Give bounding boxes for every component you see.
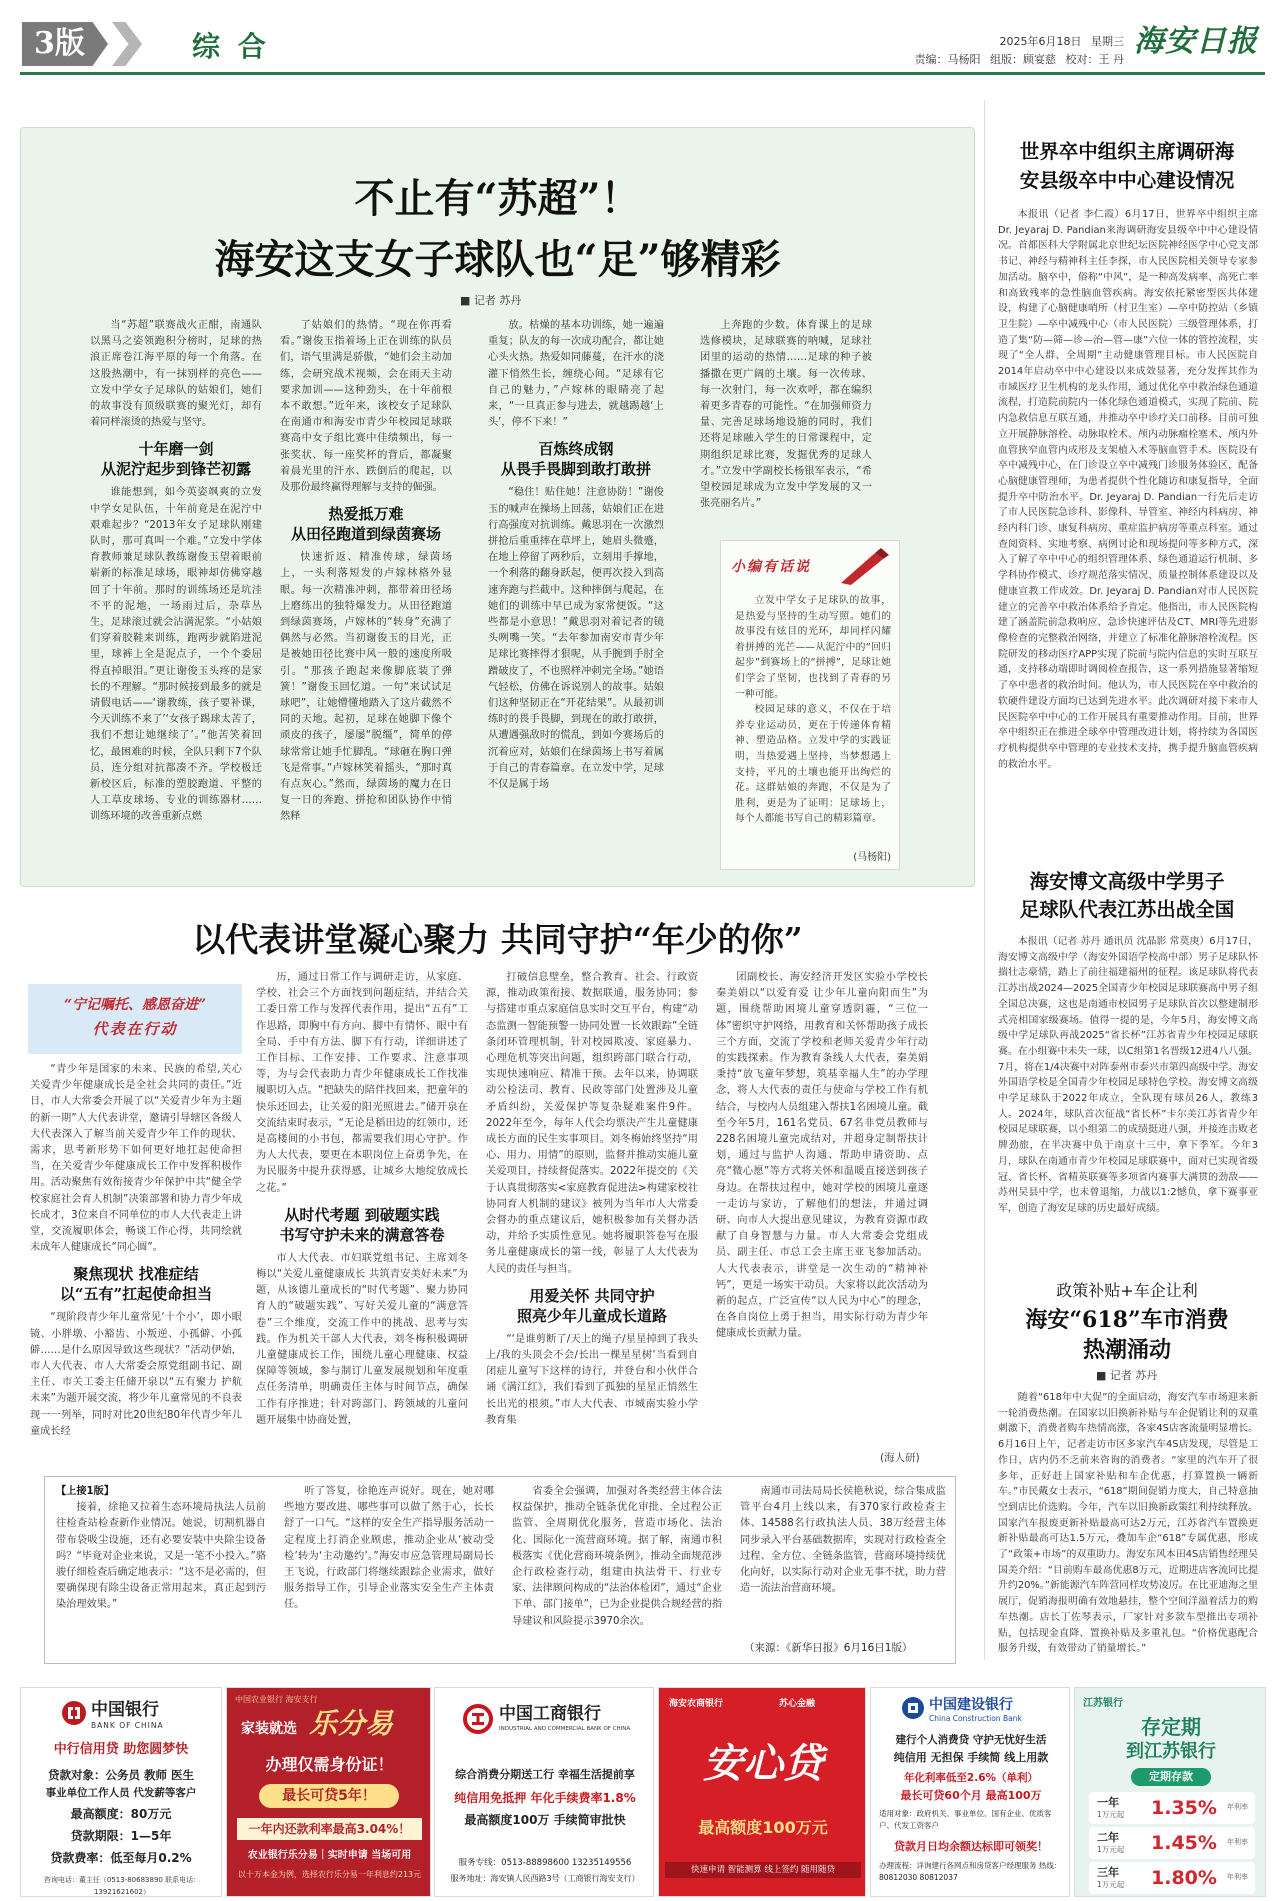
- ad-anxindai[interactable]: [658, 1687, 866, 1897]
- continued-col-2: [284, 1484, 494, 1656]
- football-body: [998, 934, 1258, 1264]
- icbc-line-1: 综合消费分期送工行 幸福生活提前享: [455, 1768, 635, 1781]
- editor-comment-box: [720, 540, 900, 870]
- congress-col2-para-a: 历，通过日常工作与调研走访，从家庭、学校、社会三个方面找到问题症结，并结合关工委日常工作与发挥代表作用，提出“五有”工作思路，即胸中有方向、脚中有情怀、眼中有全局、手中有方法、脚下有行动，详细讲述了工作目标、工作安排、工作要求、注意事项等，为与会代表助力青少年健康成长工作找准履职切入点。“把缺失的陪伴找回来，把童年的快乐还回去，让关爱的阳光照进去。”储开泉在交流结束时表示，“无论是稻田边的红领巾，还是高楼间的小书包，都需要我们用心守护。作为人大代表，要更在本职岗位上奋勇争先，在为民服务中提升获得感，让城乡大地绽放成长之花。”: [256, 972, 468, 1194]
- congress-badge-line2: 代表在行动: [92, 1020, 178, 1038]
- icbc-address: 服务地址：海安镇人民西路3号（工商银行海安支行）: [450, 1874, 640, 1883]
- jsb-term: 三年: [1097, 1866, 1119, 1879]
- boc-name-en: BANK OF CHINA: [91, 1721, 164, 1730]
- congress-col-4: [716, 970, 928, 1448]
- lefenyi-brand: 乐分易: [309, 1707, 394, 1740]
- lefenyi-lead: 家装就选: [241, 1721, 297, 1737]
- stroke-body: [998, 207, 1258, 857]
- editor-comment-para-b: 校园足球的意义，不仅在于培养专业运动员，更在于传递体育精神、塑造品格。立发中学的实践证明，当热爱遇上坚持，当梦想遇上支持，平凡的土壤也能开出绚烂的花。这群姑娘的奔跑，不仅是为了胜利，更是为了证明：足球场上，每个人都能书写自己的精彩篇章。: [735, 704, 891, 825]
- ad-jiangsu-bank[interactable]: [1074, 1687, 1266, 1897]
- boc-name: 中国银行: [91, 1700, 159, 1720]
- stroke-body-text: 本报讯（记者 李仁霞）6月17日，世界卒中组织主席Dr. Jeyaraj D. Pandian来海调研海安县级卒中中心建设情况。首都医科大学附属北京世纪坛医院神经医学中心党支部书记、神经与精神科主任李探，市人民医院相关领导专家参加活动。脑卒中，俗称“中风”，是一种高发病率、高死亡率和高致残率的急性脑血管疾病。海安依托紧密型医共体建设，构建了心脑健康哨所（村卫生室）—卒中防控站（乡镇卫生院）—卒中减残中心（市人民医院）三级管理体系，打造了集“防—筛—诊—治—管—康”六位一体的管控流程，实现了“全人群、全周期”主动健康管理目标。市人民医院自2014年启动卒中中心建设以来成效显著，充分发挥其作为市域医疗卫生机构的龙头作用，通过优化卒中救治绿色通道流程，打造院前院内一体化绿色通道模式，实现了院前、院内急救信息互联互通，并推动卒中诊疗关口前移。目前可独立开展静脉溶栓、动脉取栓术、颅内动脉瘤栓塞术、颅内外血管狭窄血管内成形及支架植入术等脑血管手术。医院设有卒中减残中心，在门诊设立卒中减残门诊服务体验区，配备心脑健康管理师，为患者提供个性化随访和康复指导，全面提升卒中防治水平。Dr. Jeyaraj D. Pandian一行先后走访了市人民医院急诊科、影像科、导管室、神经内科病房、神经内科门诊、康复科病房、重症监护病房等重点科室。通过查阅资料、实地考察、病例讨论和现场提问等多种方式，深入了解了卒中中心的组织管理体系、绿色通道运行机制、多学科协作模式、诊疗规范落实情况、质量控制体系建设以及健康宣教工作成效。Dr. Jeyaraj D. Pandian对市人民医院建立的完善卒中救治体系给予肯定。他指出，市人民医院构建了涵盖院前急救响应、急诊快速评估及CT、MRI等先进影像检查的完整救治网络，并建立了标准化静脉溶栓流程。医院研发的移动医疗APP实现了院前与院内信息的实时互联互通，支持移动端即时调阅检查报告，这一系列措施显著缩短了卒中患者的救治时间。他认为，市人民医院在卒中救治的软硬件建设方面均已达到先进水平。此次调研对接下来市人民医院卒中中心的工作开展具有重要推动作用。目前，世界卒中组织正在推进全球卒中管理改进计划，将持续为各国医疗机构提供卒中管理的专业技术支持，携手提升脑血管疾病的救治水平。: [998, 209, 1258, 770]
- auto-byline: ■ 记者 苏丹: [1096, 1369, 1158, 1382]
- congress-headline: 以代表讲堂凝心聚力 共同守护“年少的你”: [192, 920, 803, 959]
- lefenyi-example: 以十万本金为例，选择农行乐分易一年利息约213元: [237, 1870, 422, 1879]
- congress-col1-para-a: “青少年是国家的未来、民族的希望,关心关爱青少年健康成长是全社会共同的责任。”近日，市人大常委会开展了以“关爱青少年为主题的新一期”人大代表讲堂，邀请引导辖区各级人大代表深入了解当前关爱青少年工作的现状、需求，思考新形势下如何更好地扛起使命担当，在关爱青少年健康成长工作中发挥积极作用。活动聚焦有效衔接青少年保护中共“健全学校家庭社会育人机制”决策部署和协力青少年成长成才，3位来自不同单位的市人大代表走上讲堂，交流履职体会，畅谈工作心得，共同绘就未成年人健康成长“同心圆”。: [30, 1064, 242, 1254]
- masthead-editors: [904, 52, 1124, 68]
- lefenyi-term: 最长可贷5年！: [259, 1784, 399, 1808]
- congress-subhead-c2: 照亮少年儿童成长道路: [516, 1306, 667, 1325]
- boc-target: 贷款对象：公务员 教师 医生: [47, 1768, 194, 1782]
- congress-col2-para-b: 市人大代表、市妇联党组书记、主席刘冬梅以“关爱儿童健康成长 共筑青安美好未来”为题，从该德儿童成长的“时代考题”、聚力协同育人的“破题实践”、写好关爱儿童的“满意答卷”三个维度，交流工作中的挑战、思考与实践。作为机关干部人大代表，刘冬梅积极调研儿童健康成长工作，围绕儿童心理健康、权益保障等领域，参与制订儿童发展规划和年度重点任务清单，明确责任主体与时间节点，确保工作有序推进；针对跨部门、跨领域的儿童问题开展集中协商处置，: [256, 1252, 468, 1426]
- ccb-line-2: 纯信用 无担保 手续简 线上用款: [893, 1751, 1049, 1764]
- ccb-line-7: 办理流程：详询建行各网点和房贷客户经理服务 热线：80812030 80812037: [879, 1861, 1062, 1882]
- section-title: 综 合: [192, 30, 270, 63]
- football-body-text: 本报讯（记者 苏丹 通讯员 沈晶影 常莫庚）6月17日，海安博文高级中学（海安外国语学校高中部）男子足球队怀揣壮志豪情，踏上了前往福建福州的征程。该足球队将代表江苏出战2024—2025全国青少年校园足球联赛高中男子组全国总决赛，这也是南通市校园男子足球队首次以整建制形式亮相国家级赛场。值得一提的是，今年5月，海安博文高级中学足球队再战2025“省长杯”江苏省青少年校园足球联赛。在小组赛中未失一球，以C组第1名晋级12进4八八强。7月，将在1/4决赛中对阵泰州市泰兴市第四高级中学。海安外国语学校是全国青少年校园足球特色学校。海安博文高级中学足球队于2022年成立，全队现有球员26人，教练3人。2024年，球队首次征战“省长杯”卡尔美江苏省青少年校园足球联赛，以小组第二的成绩挺进八强，并接连击败老牌劲旅，在半决赛中负于南京十三中，拿下季军。今年3月，球队在南通市青少年校园足球联赛中，面对已实现省级冠、省长杯、省精英联赛等多项省内赛事大满贯的劲敌——苏州吴县中学，也未曾退缩，力战以1:2憾负，拿下赛事亚军，创造了海安足球的历史最好成绩。: [998, 936, 1258, 1214]
- masthead: [0, 0, 1280, 78]
- right-column-divider: [984, 100, 985, 1660]
- masthead-rule: [20, 72, 1265, 75]
- jsb-rate: 1.35%: [1151, 1797, 1217, 1819]
- auto-kicker: 政策补贴+车企让利: [1056, 1281, 1198, 1300]
- continued-col-4: [740, 1484, 946, 1634]
- feature-col1-para-a: 当“苏超”联赛战火正酣，南通队以黑马之姿领跑积分榜时，足球的热浪正席卷江海平原的每一个角落。在这股热潮中，有一抹别样的亮色——立发中学女子足球队的姑娘们，她们的故事没有顶级联赛的聚光灯，却有着同样滚烫的热爱与坚守。: [90, 320, 262, 429]
- boc-logo-icon: [61, 1700, 87, 1726]
- boc-max-amount: 最高额度：80万元: [70, 1807, 172, 1821]
- ccb-line-5: 适用对象：政府机关、事业单位、国有企业、优质客户、代发工资客户: [879, 1809, 1052, 1830]
- anxindai-bank: 海安农商银行: [669, 1699, 724, 1709]
- icbc-logo-icon: [463, 1704, 493, 1734]
- jsb-rate-row: [1089, 1862, 1255, 1894]
- pen-icon: [839, 547, 891, 587]
- anxindai-max: 最高额度100万元: [698, 1818, 828, 1837]
- boc-phone: 咨询电话：董主任（0513-80683890 联系电话：13921621602）: [43, 1876, 201, 1896]
- congress-col-2: [256, 970, 468, 1466]
- ccb-line-4: 最长可贷60个月 最高100万: [900, 1789, 1042, 1802]
- boc-slogan: 中行信用贷 助您圆梦快: [53, 1742, 189, 1757]
- congress-subhead-a1: 聚焦现状 找准症结: [73, 1265, 199, 1284]
- continued-col2-text: 听了答复，徐艳连声说好。现在，她对哪些地方要改进、哪些事可以做了然于心，长长舒了一口气。“这样的安全生产指导服务活动一定程度上打消企业顾虑，推动企业从‘被动受检’转为‘主动邀约’。”海安市应急管理局副局长王飞说，行政部门将继续跟踪企业需求，做好服务指导工作，引导企业落实安全生产主体责任。: [284, 1486, 494, 1611]
- jsb-rate-note: 年利率: [1227, 1803, 1248, 1811]
- congress-col3-para-a: 打破信息壁垒，整合教育、社会、行政资源，推动政策衔接、数据联通，服务协同；参与搭建市重点家庭信息实时交互平台，构建“动态监测一智能预警一协同处置一长效跟踪”全链条闭环管理机制，针对校园欺凌、家庭暴力、心理危机等突出问题，组织跨部门联合行动，实现快速响应、精准干预。去年以来，协调联动公检法司、教育、民政等部门处置涉及儿童矛盾纠纷，关爱保护等复杂疑难案件9件。2022年至今，每年人代会均票决产生儿童健康成长方面的民生实事项目。刘冬梅始终坚持“用心、用力、用情”的原则，监督并推动实施儿童关爱项目，持续督促落实。2022年提交的《关于认真贯彻落实<家庭教育促进法>构建家校社协同育人机制的建议》被列为当年市人大常委会督办的重点建议后，她积极参加有关督办活动，并给予实质性意见。她将履职答卷写在服务儿童健康成长的第一线，彰显了人大代表为人民的责任与担当。: [486, 972, 698, 1275]
- stroke-headline-1: 世界卒中组织主席调研海: [1019, 140, 1235, 163]
- lefenyi-apply: 农业银行乐分易｜实时申请 当场可用: [247, 1850, 412, 1861]
- lefenyi-id-only: 办理仅需身份证！: [265, 1755, 394, 1774]
- boc-target-2: 事业单位工作人员 代发薪等客户: [45, 1787, 197, 1799]
- editor-comment-author: (马杨阳): [853, 852, 891, 863]
- congress-col-3: [486, 970, 698, 1466]
- ad-icbc[interactable]: [434, 1687, 654, 1897]
- lefenyi-rate: 一年内还款利率最高3.04%！: [237, 1818, 422, 1840]
- congress-col3-para-b: “‘是谁剪断了/天上的绳子/星星掉到了我头上/我的头顶会不会/长出一棵星星树’当看到自闭症儿童写下这样的诗行，并登台和小伙伴合诵《满江红》，我们看到了孤独的星星正悄然生长出光的根须。”市人大代表、市城南实验小学教育集: [486, 1333, 698, 1426]
- feature-subhead-1a: 十年磨一剑: [138, 440, 214, 459]
- congress-col-1: [30, 1062, 242, 1466]
- ccb-line-1: 建行个人消费贷 守护无忧好生活: [895, 1734, 1047, 1746]
- continued-col3-text: 省委全会强调，加强对各类经营主体合法权益保护，推动全链条优化审批、全过程公正监管、全周期优化服务，营造市场化、法治化、国际化一流营商环境。据了解，南通市积极落实《优化营商环境条例》，推动全面规范涉企行政检查行动，组建由执法骨干、行业专家、法律顾问构成的“法治体检团”，通过“企业下单、部门接单”，已为企业提供合规经营的指导建议和风险提示3970余次。: [512, 1486, 722, 1627]
- congress-subhead-b1: 从时代考题 到破题实践: [284, 1205, 440, 1224]
- anxindai-bank-2: 苏心金融: [779, 1699, 816, 1709]
- jsb-title: 存定期: [1141, 1715, 1201, 1739]
- congress-author: (海人研): [880, 1452, 920, 1464]
- ad-lefenyi[interactable]: [226, 1687, 431, 1897]
- icbc-name: 中国工商银行: [499, 1704, 601, 1724]
- ccb-name: 中国建设银行: [929, 1697, 1013, 1713]
- ccb-line-3: 年化利率低至2.6%（单利）: [903, 1772, 1039, 1784]
- jsb-term: 二年: [1097, 1831, 1119, 1844]
- feature-subhead-3b: 从畏手畏脚到敢打敢拼: [500, 460, 651, 479]
- feature-col2-para-a: 了姑娘们的热情。“现在你再看看。”谢俊玉指着场上正在训练的队员们，语气里满是骄傲，“她们会主动加练，会研究战术视频，会在雨天主动要求加训——这种劲头，在十年前根本不敢想。”近年来，该校女子足球队在南通市和海安市青少年校园足球联赛高中女子组比赛中佳绩频出，每一张奖状、每一座奖杯的背后，都凝聚着晨光里的汗水、跌倒后的爬起，以及那份最终赢得理解与支持的倔强。: [280, 320, 452, 494]
- ccb-line-6: 贷款月日均余额达标即可领奖！: [894, 1840, 1048, 1853]
- icbc-name-en: INDUSTRIAL AND COMMERCIAL BANK OF CHINA: [499, 1726, 631, 1732]
- continued-col-3: [512, 1484, 722, 1656]
- layout-editor: 组版：顾宴慈: [990, 53, 1056, 66]
- boc-term: 贷款期限：1—5年: [70, 1829, 172, 1843]
- football-headline-2: 足球队代表江苏出战全国: [1019, 898, 1235, 921]
- jsb-amount: 1万元起: [1097, 1845, 1125, 1854]
- feature-subhead-2a: 热爱抵万难: [328, 505, 404, 524]
- issue-date: 2025年6月18日: [999, 35, 1082, 48]
- auto-headline-2: 热潮涌动: [1082, 1337, 1171, 1363]
- jsb-amount: 1万元起: [1097, 1810, 1125, 1819]
- masthead-date-block: [924, 34, 1124, 50]
- feature-col-1: [90, 318, 262, 878]
- masthead-chevron-icon: [112, 22, 142, 66]
- continued-source: （来源：《新华日报》6月16日1版）: [744, 1642, 913, 1654]
- congress-badge: [28, 984, 242, 1054]
- stroke-headline-2: 安县级卒中中心建设情况: [1019, 169, 1235, 192]
- ccb-name-en: China Construction Bank: [929, 1714, 1022, 1723]
- football-headline-1: 海安博文高级中学男子: [1029, 870, 1225, 893]
- jsb-rate-row: [1089, 1827, 1255, 1859]
- issue-weekday: 星期三: [1091, 35, 1124, 48]
- feature-col3-para-b: “稳住！贴住她！注意协防！”谢俊玉的喊声在操场上回荡，姑娘们正在进行高强度对抗训练。戴思羽在一次激烈拼抢后重重摔在草坪上，她眉头微蹙，在地上停留了两秒后，立刻用手撑地，一个利落的翻身跃起，便再次投入到高速奔跑与拦截中。这种摔倒与爬起，在她们的训练中早已成为家常便饭。“这些都是小意思！”戴思羽对着记者的镜头咧嘴一笑。“去年参加南安市青少年足球比赛摔得才狠呢，从手腕到手肘全蹭破皮了，不也照样冲刺完全场。”她语气轻松，仿佛在诉说别人的故事。姑娘们这种坚韧正在“开花结果”。从最初训练时的畏手畏脚，到现在的敢打敢拼，从遭遇强敌时的慌乱，到如今赛场后的沉着应对，姑娘们在绿茵场上书写着属于自己的青春篇章。在立发中学，足球不仅是属于场: [488, 487, 664, 791]
- jsb-title-2: 到江苏银行: [1126, 1741, 1216, 1762]
- continued-label: 【上接1版】: [56, 1486, 115, 1497]
- icbc-phone: 服务专线：0513-88898600 13235149556: [458, 1858, 632, 1868]
- jsb-rate: 1.80%: [1151, 1867, 1217, 1889]
- auto-body-text: 随着“618年中大促”的全面启动，海安汽车市场迎来新一轮消费热潮。在国家以旧换新补贴与车企促销让利的双重刺激下，消费者购车热情高涨，各家4S店客流量明显增长。6月16日上午，记者走访市区多家汽车4S店发现，尽管是工作日，店内仍不乏前来咨询的消费者。“家里的汽车开了很多年，正好赶上国家补贴和车企优惠，打算置换一辆新车。”市民戴女士表示，“618”期间促销力度大，自己特意抽空到店比价选购。今年，汽车以旧换新政策红利持续释放。国家汽车报废更新补贴最高可达2万元，江苏省汽车置换更新补贴最高可达1.5万元，叠加车企“618”专属优惠，形成了“政策+市场”的双重助力。海安东风本田4S店销售经理吴国美介绍：“目前购车最高优惠8万元，近期进店客流同比提升约20%。”新能源汽车阵营同样攻势凌厉。在比亚迪海之里展厅，促销海报明确有效地悬挂，整个空间洋溢着活力的购车热潮。店长丁佐琴表示，厂家针对多款车型推出专项补贴，包括现金直降、置换补贴及多重礼包。“价格优惠配合服务升级，有效带动了销量增长。”: [998, 1392, 1258, 1655]
- feature-col-4: [700, 318, 872, 522]
- editor-comment-text: [735, 593, 891, 858]
- feature-col3-para-a: 放。枯燥的基本功训练，她一遍遍重复；队友的每一次成功配合，都让她心头火热。热爱如同藤蔓，在汗水的浇灌下悄然生长，缠绕心间。“足球有它自己的魅力，”卢嫁林的眼睛亮了起来，“一旦真正参与进去，就越踢越‘上头’，停不下来！”: [488, 320, 664, 429]
- icbc-line-3: 最高额度100万 手续简审批快: [464, 1813, 626, 1827]
- feature-col2-para-b: 快速折返、精准传球，绿茵场上，一头利落短发的卢嫁林格外显眼。每一次精准冲刺，都带着田径场上磨练出的独特爆发力。从田径跑道到绿茵赛场，卢嫁林的“转身”充满了偶然与必然。当初谢俊玉的目光，正是被她田径比赛中风一般的速度所吸引。“那孩子跑起来像脚底装了弹簧！”谢俊玉回忆道。一句“来试试足球吧”，让她懵懂地踏入了这片截然不同的天地。起初，足球在她脚下像个顽皮的孩子，屡屡“脱缰”，简单的停球常常让她手忙脚乱。“球砸在胸口弹飞是常事。”卢嫁林笑着摇头，“那时真有点灰心。”然而，绿茵场的魔力在日复一日的奔跑、拼抢和团队协作中悄然释: [280, 552, 452, 823]
- feature-col-3: [488, 318, 664, 878]
- feature-headline-1: 不止有“苏超”！: [354, 175, 641, 222]
- ccb-logo-icon: [901, 1696, 925, 1720]
- feature-col-2: [280, 318, 452, 878]
- lefenyi-top: 中国农业银行 海安支行: [235, 1695, 318, 1704]
- congress-badge-line1: “宁记嘱托、感恩奋进”: [63, 997, 207, 1013]
- jsb-amount: 1万元起: [1097, 1880, 1125, 1889]
- jsb-name: 江苏银行: [1083, 1698, 1123, 1709]
- ad-bank-of-china[interactable]: [20, 1687, 222, 1897]
- editor-comment-title: 小编有话说: [731, 559, 811, 575]
- paper-name-logo: 海安日报: [1134, 24, 1258, 59]
- boc-rate: 贷款费率：低至每月0.2%: [50, 1851, 192, 1865]
- congress-col1-para-b: “现阶段青少年儿童常见‘十个小’，即小眼镜、小胖墩、小豁齿、小叛逆、小孤僻、小孤僻……是什么原因导致这些现状？”活动伊始，市人大代表、市人大常委会原党组副书记、副主任、市关工委主任储开泉以“五有聚力 护航未来”为题开展交流，将少年儿童常见的不良表现一一列举，同时对比20世纪80年代青少年儿童成长经: [30, 1312, 242, 1437]
- page-number: 3版: [34, 26, 85, 61]
- congress-col4-para-a: 团副校长、海安经济开发区实验小学校长秦美娟以“以爱育爱 让少年儿童向阳而生”为题，围绕帮助困境儿童穿透阴霾，“三位一体”密织守护网络，用教育和关怀帮助孩子成长三个方面，交流了学校和老师关爱青少年行动的实践探索。作为教育条线人大代表，秦美娟秉持“放飞童年梦想，筑基幸福人生”的办学理念，将人大代表的责任与使命与学校工作有机结合，与校内人员组建入帮扶1名困境儿童。截至今年5月，161名党员、67名非党员教师与228名困境儿童完成结对，并超身定制帮扶计划，通过与监护人沟通、帮助申请资助、点亮“微心愿”等方式将关怀和温暖直接送到孩子身边。在帮扶过程中，她对学校的困境儿童逐一走访与家访，了解他们的想法，并通过调研、向市人大提出意见建议，为教育资源市政献了自身智慧与力量。市人大常委会党组成员、副主任、市总工会主席王亚飞参加活动。人大代表表示，讲堂是一次生动的“精神补钙”，更是一场实干动员。大家将以此次活动为新的起点，广泛宣传“以人民为中心”的理念，在各自岗位上勇于担当，用实际行动为青少年健康成长贡献力量。: [716, 972, 928, 1340]
- anxindai-steps: 快速申请 智能测算 线上签约 随用随贷: [665, 1862, 861, 1878]
- editor-comment-para-a: 立发中学女子足球队的故事，是热爱与坚持的生动写照。她们的故事没有炫目的光环，却同样闪耀着拼搏的光芒——从泥泞中的“回归起步”到赛场上的“拼搏”，足球让她们学会了坚韧，也找到了青春的另一种可能。: [735, 595, 891, 700]
- feature-subhead-2b: 从田径跑道到绿茵赛场: [290, 525, 441, 544]
- jsb-term: 一年: [1097, 1796, 1119, 1809]
- jsb-rate-note: 年利率: [1227, 1838, 1248, 1846]
- jsb-rate-table: [1089, 1792, 1255, 1894]
- jsb-rate-row: [1089, 1792, 1255, 1824]
- continued-col1-text: 接着，徐艳又拉着生态环境局执法人员前往检查站检查新作业情况。她说，切割机器自带布袋吸尘设施，还有必要安装中央除尘设备吗？“毕竟对企业来说，又是一笔不小投入。”骆骏仔细检查后确定地表示：“这不是必需的，但要确保现有除尘设备正常用起来，真正起到污染治理效果。”: [56, 1502, 266, 1611]
- feature-byline: ■ 记者 苏丹: [460, 294, 522, 307]
- jsb-rate-note: 年利率: [1227, 1873, 1248, 1881]
- congress-subhead-a2: 以“五有”扛起使命担当: [59, 1285, 213, 1304]
- proofreader: 校对：王 丹: [1065, 53, 1124, 66]
- jsb-rate: 1.45%: [1151, 1832, 1217, 1854]
- congress-subhead-c1: 用爱关怀 共同守护: [529, 1286, 655, 1305]
- congress-subhead-b2: 书写守护未来的满意答卷: [279, 1225, 445, 1244]
- feature-subhead-3a: 百炼终成钢: [538, 440, 614, 459]
- feature-subhead-1b: 从泥泞起步到锋芒初露: [100, 460, 251, 479]
- auto-headline-1: 海安“618”车市消费: [1025, 1307, 1229, 1333]
- jsb-sub: 定期存款: [1131, 1768, 1211, 1786]
- auto-body: [998, 1390, 1258, 1660]
- continued-col-1: [56, 1484, 266, 1656]
- feature-col4-para-a: 上奔跑的少数。体育课上的足球选修模块，足球联赛的呐喊，足球社团里的运动的热情……足球的种子被播撒在更广阔的土壤。每一次传球、每一次射门，每一次欢呼，都在编织着更多青春的可能性。“在加强师资力量、完善足球场地设施的同时，我们还将足球融入学生的日常课程中，定期组织足球比赛，发掘优秀的足球人才。”立发中学副校长杨银军表示，“希望校园足球成为立发中学发展的又一张亮丽名片。”: [700, 320, 872, 510]
- feature-headline-2: 海安这支女子球队也“足”够精彩: [214, 236, 781, 283]
- ad-ccb[interactable]: [870, 1687, 1070, 1897]
- feature-col1-para-b: 谁能想到，如今英姿飒爽的立发中学女足队伍，十年前竟是在泥泞中艰难起步？“2013年女子足球队刚建队时，那可真叫一个难。”立发中学体育教师兼足球队教练谢俊玉望着眼前崭新的标准足球场，眼神却仿佛穿越回了十年前。那时的训练场还是坑洼不平的泥地，一场雨过后，杂草丛生，足球滚过就会沾满泥浆。“小姑娘们穿着胶鞋来训练，跑两步就陷进泥里，球裤上全是泥点子，一个个委屈得直掉眼泪。”更让谢俊玉头疼的是家长的不理解。“那时候接到最多的就是请假电话——‘谢教练，孩子要补课，今天训练不来了’‘女孩子踢球太苦了，我们不想让她继续了’。”他苦笑着回忆，最困难的时候，全队只剩下7个队员，连分组对抗都凑不齐。学校极迁新校区后，标准的塑胶跑道、平整的人工草皮球场、专业的训练器材……训练环境的改善重新点燃: [90, 487, 262, 823]
- icbc-line-2: 纯信用免抵押 年化手续费率1.8%: [454, 1791, 636, 1805]
- continued-col4-text: 南通市司法局局长侯艳秋说，综合集成监管平台4月上线以来，有370家行政检查主体、14588名行政执法人员、38万经营主体同步录入平台基础数据库，实现对行政检查全过程、全方位、全链条监管，营商环境持续优化向好，以实际行动对企业无事不扰，助力营造一流法治营商环境。: [740, 1486, 946, 1595]
- chief-editor: 责编：马杨阳: [914, 53, 981, 66]
- anxindai-brand: 安心贷: [703, 1740, 823, 1787]
